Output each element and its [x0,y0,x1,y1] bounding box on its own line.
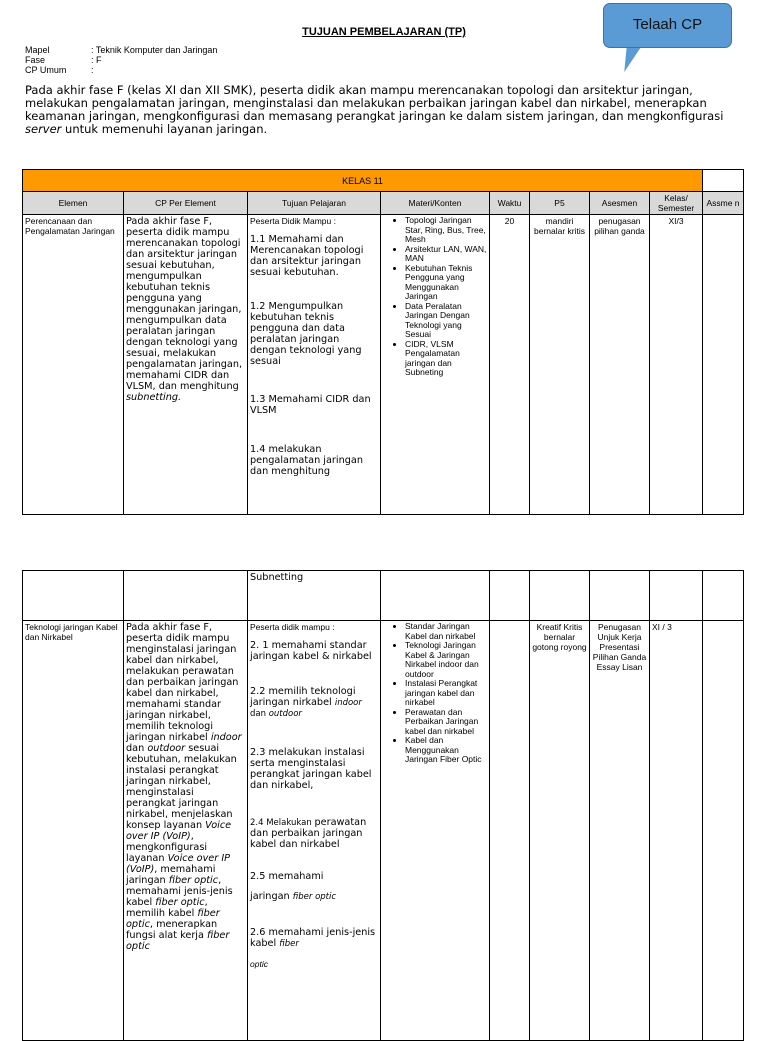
header-asesmen: Asesmen [590,192,650,215]
cell-asesmen: Penugasan Unjuk Kerja Presentasi Pilihan Ganda Essay Lisan [590,621,650,1041]
cell-tujuan: Peserta didik mampu : 2. 1 memahami standar jaringan kabel & nirkabel 2.2 memilih teknologi jaringan nirkabel indoor dan outdoor 2.3 melakukan instalasi serta menginstalasi perangkat jaringan kabel dan nirkabel, 2.4 Melakukan perawatan dan perbaikan jaringan kabel dan nirkabel 2.5 memahami jaringan fiber optic 2.6 memahami jenis-jenis kabel fiber optic [248,621,381,1041]
cell-kelas: XI/3 [650,215,703,515]
list-item: • CIDR, VLSM Pengalamatan jaringan dan Subneting [405,340,487,378]
list-item: • Perawatan dan Perbaikan Jaringan kabel dan nirkabel [405,708,487,737]
header-waktu: Waktu [490,192,530,215]
cell-assmen [703,215,744,515]
cell-p5 [530,571,590,621]
cell-elemen: Perencanaan dan Pengalamatan Jaringan [23,215,124,515]
list-item: • Kebutuhan Teknis Pengguna yang Menggunakan Jaringan [405,264,487,302]
cell-cp: Pada akhir fase F, peserta didik mampu menginstalasi jaringan kabel dan nirkabel, melakukan perawatan dan perbaikan jaringan kabel dan nirkabel, memahami standar jaringan nirkabel, memilih teknologi jaringan nirkabel indoor dan outdoor sesuai kebutuhan, melakukan instalasi perangkat jaringan nirkabel, menginstalasi perangkat jaringan nirkabel, menjelaskan konsep layanan Voice over IP (VoIP), mengkonfigurasi layanan Voice over IP (VoIP), memahami jaringan fiber optic, memahami jenis-jenis kabel fiber optic, memilih kabel fiber optic, menerapkan fungsi alat kerja fiber optic [124,621,248,1041]
cell-cp [124,571,248,621]
list-item: • Teknologi Jaringan Kabel & Jaringan Nirkabel indoor dan outdoor [405,641,487,679]
telaah-cp-callout[interactable]: Telaah CP [603,3,732,48]
meta-row-fase: Fase : F [25,55,102,65]
tp-table-page1 [22,169,744,515]
cell-kelas [650,571,703,621]
cell-assmen [703,621,744,1041]
list-item: • Data Peralatan Jaringan Dengan Teknologi yang Sesuai [405,302,487,340]
cell-assmen [703,571,744,621]
meta-row-mapel: Mapel : Teknik Komputer dan Jaringan [25,45,218,55]
callout-tail [617,46,641,72]
header-tujuan: Tujuan Pelajaran [248,192,381,215]
cell-materi [381,621,490,1041]
intro-paragraph: Pada akhir fase F (kelas XI dan XII SMK), peserta didik akan mampu merencanakan topologi dan arsitektur jaringan, melakukan pengalamatan jaringan, menginstalasi dan melakukan perbaikan jaringan kabel dan nirkabel, menerapkan keamanan jaringan, mengkonfigurasi dan memasang perangkat jaringan ke dalam sistem jaringan, dan mengkonfigurasi server untuk memenuhi layanan jaringan. [25,83,724,136]
column-headers [23,192,744,215]
list-item: • Instalasi Perangkat jaringan kabel dan nirkabel [405,679,487,708]
cell-waktu: 20 [490,215,530,515]
table-row [23,571,744,621]
cell-waktu [490,571,530,621]
cell-elemen: Teknologi jaringan Kabel dan Nirkabel [23,621,124,1041]
cell-materi [381,215,490,515]
cell-p5: mandiri bernalar kritis [530,215,590,515]
cell-tujuan: Peserta Didik Mampu : 1.1 Memahami dan Merencanakan topologi dan arsitektur jaringan sesuai kebutuhan. 1.2 Mengumpulkan kebutuhan teknis pengguna dan data peralatan jaringan dengan teknologi yang sesuai 1.3 Memahami CIDR dan VLSM 1.4 melakukan pengalamatan jaringan dan menghitung [248,215,381,515]
cell-kelas: XI / 3 [650,621,703,1041]
tp-table-page2 [22,570,744,1041]
list-item: • Standar Jaringan Kabel dan nirkabel [405,622,487,641]
document-title: TUJUAN PEMBELAJARAN (TP) [302,26,466,38]
table-row [23,215,744,515]
cell-asesmen [590,571,650,621]
cell-p5: Kreatif Kritis bernalar gotong royong [530,621,590,1041]
cell-materi [381,571,490,621]
header-elemen: Elemen [23,192,124,215]
meta-block [25,45,217,75]
header-kelas: Kelas/ Semester [650,192,703,215]
header-p5: P5 [530,192,590,215]
kelas-header: KELAS 11 [23,170,703,192]
list-item: • Arsitektur LAN, WAN, MAN [405,245,487,264]
cell-cp: Pada akhir fase F, peserta didik mampu merencanakan topologi dan arsitektur jaringan sesuai kebutuhan, mengumpulkan kebutuhan teknis pengguna yang menggunakan jaringan, mengumpulkan data peralatan jaringan dengan teknologi yang sesuai, melakukan pengalamatan jaringan, memahami CIDR dan VLSM, dan menghitung subnetting. [124,215,248,515]
cell-tujuan: Subnetting [248,571,381,621]
cell-asesmen: penugasan pilihan ganda [590,215,650,515]
header-assmen: Assme n [703,192,744,215]
list-item: • Topologi Jaringan Star, Ring, Bus, Tree, Mesh [405,216,487,245]
header-cp: CP Per Element [124,192,248,215]
cell-waktu [490,621,530,1041]
cell-elemen [23,571,124,621]
meta-row-cp-umum: CP Umum : [25,65,94,75]
list-item: • Kabel dan Menggunakan Jaringan Fiber Optic [405,736,487,765]
table-row [23,621,744,1041]
header-materi: Materi/Konten [381,192,490,215]
kelas-header-blank [703,170,744,192]
